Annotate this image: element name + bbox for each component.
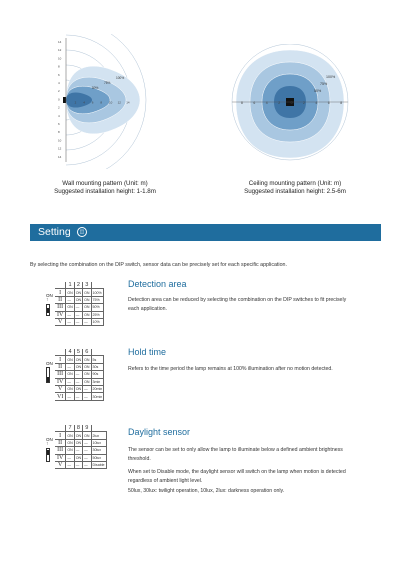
- table-row: [55, 447, 106, 454]
- wall-vtick-label: 0: [58, 97, 60, 102]
- table-row: [55, 363, 104, 370]
- table-switch-cell: ON: [67, 372, 73, 377]
- table-switch-cell: —: [74, 311, 82, 318]
- ceiling-htick-label: 0: [290, 101, 293, 105]
- table-switch-cell: ON: [84, 290, 90, 295]
- row-number: I: [55, 356, 66, 363]
- table-switch-cell: ON: [84, 297, 90, 302]
- wall-vtick-label: 6: [58, 122, 60, 126]
- ceiling-htick-label: 8: [241, 101, 243, 105]
- daylight-on-label: ON: [46, 437, 53, 442]
- table-switch-cell: ON: [84, 372, 90, 377]
- detection-on-label: ON: [46, 293, 53, 298]
- ceiling-pct-50: 50%: [314, 89, 322, 93]
- table-value-cell: 50%: [91, 304, 103, 311]
- table-row: [55, 432, 106, 439]
- table-value-cell: 20min: [92, 387, 103, 392]
- wall-vtick-label: 12: [58, 146, 62, 151]
- table-switch-cell: —: [83, 439, 91, 446]
- row-number: II: [55, 439, 66, 446]
- detection-title: Detection area: [128, 279, 187, 289]
- wall-htick-label: 6: [91, 100, 94, 105]
- table-switch-cell: —: [66, 318, 74, 325]
- setting-title: Setting: [38, 226, 71, 238]
- wall-vtick-label: 8: [58, 130, 60, 135]
- row-number: II: [55, 296, 66, 303]
- wall-pct-100: 100%: [116, 76, 125, 80]
- wall-htick-label: 14: [126, 100, 130, 105]
- detection-table: [55, 282, 104, 326]
- table-value-cell: 50lux: [91, 454, 106, 461]
- wall-htick-label: 12: [117, 100, 121, 105]
- table-switch-cell: ON: [84, 433, 90, 438]
- table-switch-cell: —: [74, 318, 82, 325]
- row-number: IV: [55, 378, 66, 385]
- hold-header-4: 4: [66, 349, 74, 356]
- hold-on-label: ON: [46, 361, 53, 366]
- wall-vtick-label: 8: [58, 64, 60, 69]
- table-switch-cell: —: [83, 393, 91, 400]
- table-switch-cell: —: [83, 447, 91, 454]
- row-number: III: [55, 371, 66, 378]
- table-switch-cell: —: [74, 371, 82, 378]
- table-switch-cell: —: [66, 363, 74, 370]
- hold-text: Refers to the time period the lamp remains at 100% illumination after no motion detected.: [128, 366, 333, 372]
- wall-vtick-label: 12: [58, 48, 62, 53]
- table-row: [55, 356, 104, 363]
- table-switch-cell: ON: [67, 305, 73, 310]
- table-row: [55, 371, 104, 378]
- hold-title: Hold time: [128, 347, 167, 357]
- table-value-cell: 10lux: [91, 439, 106, 446]
- table-switch-cell: ON: [84, 312, 90, 317]
- row-number: IV: [55, 311, 66, 318]
- hold-dip-switch: [46, 361, 53, 383]
- row-number: VI: [55, 393, 66, 400]
- wall-caption-line2: Suggested installation height: 1-1.8m: [54, 187, 156, 195]
- table-switch-cell: —: [83, 454, 91, 461]
- table-switch-cell: —: [66, 454, 74, 461]
- wall-vtick-label: 2: [58, 105, 60, 110]
- table-row: [55, 304, 103, 311]
- table-switch-cell: ON: [75, 440, 82, 445]
- wall-htick-label: 10: [109, 100, 113, 105]
- daylight-text-3: 50lux, 30lux: twilight operation, 10lux, 2lux: darkness operation only.: [128, 488, 285, 494]
- detection-arrow-icon: ↑: [46, 297, 49, 303]
- wall-vtick-label: 14: [58, 154, 62, 159]
- table-switch-cell: ON: [75, 297, 82, 302]
- ceiling-caption-line2: Suggested installation height: 2.5-6m: [244, 187, 346, 195]
- wall-vtick-label: 10: [58, 138, 62, 143]
- table-switch-cell: —: [74, 304, 82, 311]
- table-switch-cell: ON: [84, 379, 90, 384]
- daylight-text-2: When set to Disable mode, the daylight sensor will switch on the lamp when motion is detected regardless of ambient light level.: [128, 469, 346, 484]
- wall-htick-label: 8: [100, 100, 103, 105]
- table-value-cell: 100%: [92, 290, 102, 295]
- table-switch-cell: ON: [67, 433, 73, 438]
- row-number: II: [55, 363, 66, 370]
- table-switch-cell: ON: [75, 290, 82, 295]
- wall-pct-50: 50%: [92, 86, 99, 90]
- row-number: III: [55, 447, 66, 454]
- table-switch-cell: ON: [67, 290, 73, 295]
- table-switch-cell: ON: [75, 387, 82, 392]
- table-value-cell: 30min: [92, 394, 103, 399]
- row-number: I: [55, 289, 66, 296]
- detection-switch-icon: [46, 304, 50, 316]
- hold-header-6: 6: [83, 349, 91, 356]
- wall-caption-line1: Wall mounting pattern (Unit: m): [62, 180, 148, 187]
- table-row: [55, 289, 103, 296]
- ceiling-htick-label: 4: [265, 101, 268, 105]
- table-switch-cell: —: [66, 378, 74, 385]
- row-number: V: [55, 318, 66, 325]
- detection-dip-switch: [46, 293, 53, 316]
- table-switch-cell: ON: [67, 357, 73, 362]
- table-value-cell: 75%: [91, 296, 103, 303]
- ceiling-htick-label: 6: [253, 101, 256, 105]
- detection-text: Detection area can be reduced by selecting the combination on the DIP switches to fit precisely each application.: [128, 297, 347, 312]
- wall-caption: [20, 180, 190, 195]
- table-switch-cell: ON: [67, 440, 73, 445]
- table-value-cell: 25%: [91, 311, 103, 318]
- wall-vtick-label: 2: [58, 89, 60, 94]
- ceiling-caption-line1: Ceiling mounting pattern (Unit: m): [248, 180, 342, 187]
- daylight-title: Daylight sensor: [128, 427, 191, 437]
- setting-intro: By selecting the combination on the DIP switch, sensor data can be precisely set for each specific application.: [30, 262, 287, 268]
- ceiling-htick-label: 2: [303, 101, 305, 105]
- table-value-cell: 30s: [91, 363, 104, 370]
- table-value-cell: Disable: [92, 463, 105, 468]
- setting-banner: [30, 224, 381, 241]
- table-row: [55, 318, 103, 325]
- ceiling-htick-label: 8: [340, 101, 343, 105]
- table-switch-cell: ON: [75, 364, 82, 369]
- wall-vtick-label: 6: [58, 72, 60, 77]
- wall-vtick-label: 10: [58, 56, 62, 61]
- table-switch-cell: —: [83, 385, 91, 392]
- wall-pct-75: 75%: [104, 81, 111, 85]
- row-number: IV: [55, 454, 66, 461]
- table-row: [55, 311, 103, 318]
- table-value-cell: 5s: [91, 356, 104, 363]
- table-switch-cell: —: [66, 296, 74, 303]
- table-row: [55, 385, 104, 392]
- table-value-cell: 90s: [91, 371, 104, 378]
- ceiling-htick-label: 2: [278, 101, 281, 105]
- table-switch-cell: ON: [75, 433, 82, 438]
- table-value-cell: 10%: [91, 318, 103, 325]
- table-switch-cell: —: [83, 461, 91, 468]
- table-value-cell: 30lux: [91, 447, 106, 454]
- table-switch-cell: ON: [84, 357, 90, 362]
- dip-switch-icon: ◫: [77, 227, 87, 237]
- detection-header-1: 1: [66, 282, 74, 289]
- wall-mounting-diagram: [52, 34, 152, 169]
- table-switch-cell: ON: [75, 357, 82, 362]
- table-switch-cell: ON: [84, 364, 90, 369]
- row-number: V: [55, 385, 66, 392]
- table-row: [55, 296, 103, 303]
- table-switch-cell: —: [74, 393, 82, 400]
- row-number: I: [55, 432, 66, 439]
- table-row: [55, 454, 106, 461]
- table-switch-cell: ON: [75, 455, 82, 460]
- daylight-header-7: 7: [66, 425, 74, 432]
- table-switch-cell: ON: [67, 448, 73, 453]
- ceiling-pct-75: 75%: [320, 82, 328, 86]
- table-switch-cell: —: [74, 447, 82, 454]
- ceiling-pct-100: 100%: [326, 75, 336, 79]
- table-row: [55, 439, 106, 446]
- daylight-dip-switch: [46, 437, 53, 462]
- ceiling-caption: [210, 180, 380, 195]
- ceiling-mounting-diagram: [230, 44, 350, 164]
- daylight-header-8: 8: [74, 425, 82, 432]
- row-number: V: [55, 461, 66, 468]
- table-row: [55, 378, 104, 385]
- table-switch-cell: —: [66, 461, 74, 468]
- daylight-switch-icon: [46, 448, 50, 462]
- hold-header-5: 5: [74, 349, 82, 356]
- wall-htick-label: 4: [83, 100, 85, 105]
- daylight-header-9: 9: [83, 425, 91, 432]
- daylight-text-1: The sensor can be set to only allow the lamp to illuminate below a defined ambient brightness threshold.: [128, 447, 343, 462]
- wall-vtick-label: 4: [58, 113, 60, 118]
- table-switch-cell: —: [83, 318, 91, 325]
- table-switch-cell: —: [66, 311, 74, 318]
- detection-header-2: 2: [74, 282, 82, 289]
- table-switch-cell: ON: [84, 305, 90, 310]
- ceiling-htick-label: 4: [315, 101, 318, 105]
- daylight-table: [55, 425, 107, 469]
- table-switch-cell: —: [74, 378, 82, 385]
- wall-htick-label: 2: [74, 100, 77, 105]
- hold-table: [55, 349, 104, 401]
- table-switch-cell: ON: [67, 387, 73, 392]
- detection-header-3: 3: [83, 282, 91, 289]
- table-row: [55, 393, 104, 400]
- daylight-arrow-icon: ↑: [46, 441, 49, 447]
- ceiling-htick-label: 6: [327, 101, 330, 105]
- table-value-cell: 2lux: [91, 432, 106, 439]
- table-value-cell: 3min: [91, 378, 104, 385]
- hold-switch-icon: [46, 367, 50, 383]
- table-row: [55, 461, 106, 468]
- wall-vtick-label: 4: [58, 81, 60, 85]
- wall-vtick-label: 14: [58, 40, 62, 44]
- table-switch-cell: —: [66, 393, 74, 400]
- row-number: III: [55, 304, 66, 311]
- table-switch-cell: —: [74, 461, 82, 468]
- wall-sensor: [63, 97, 66, 103]
